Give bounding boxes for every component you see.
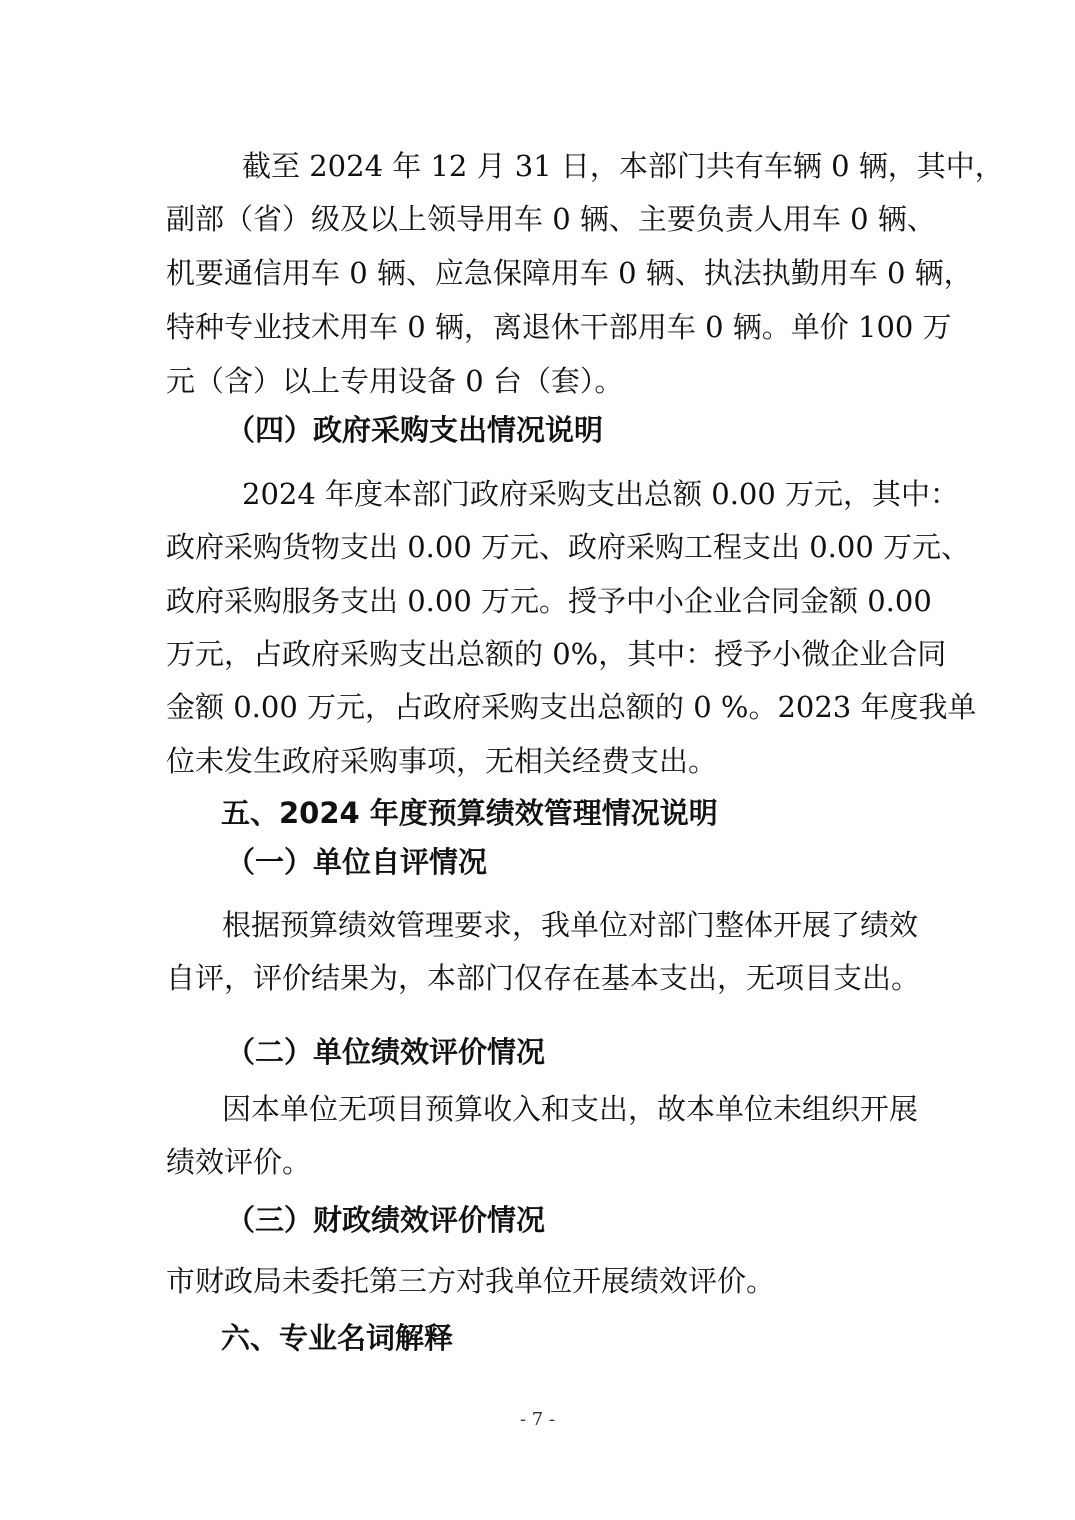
paragraph-line: 截至 2024 年 12 月 31 日，本部门共有车辆 0 辆，其中，: [242, 149, 1004, 183]
paragraph-line: 自评，评价结果为，本部门仅存在基本支出，无项目支出。: [166, 961, 921, 995]
page-number: - 7 -: [519, 1409, 556, 1430]
heading-self-eval: （一）单位自评情况: [226, 845, 488, 879]
paragraph-line: 政府采购货物支出 0.00 万元、政府采购工程支出 0.00 万元、: [166, 530, 971, 564]
paragraph-line: 市财政局未委托第三方对我单位开展绩效评价。: [166, 1264, 776, 1298]
paragraph-line: 绩效评价。: [166, 1145, 312, 1179]
heading-finance-eval: （三）财政绩效评价情况: [226, 1203, 546, 1237]
paragraph-line: 金额 0.00 万元，占政府采购支出总额的 0 %。2023 年度我单: [166, 690, 977, 724]
paragraph-line: 元（含）以上专用设备 0 台（套）。: [166, 364, 624, 398]
paragraph-line: 根据预算绩效管理要求，我单位对部门整体开展了绩效: [222, 908, 919, 942]
heading-procurement: （四）政府采购支出情况说明: [226, 413, 604, 447]
paragraph-line: 因本单位无项目预算收入和支出，故本单位未组织开展: [222, 1092, 919, 1126]
paragraph-line: 副部（省）级及以上领导用车 0 辆、主要负责人用车 0 辆、: [166, 202, 936, 236]
paragraph-line: 机要通信用车 0 辆、应急保障用车 0 辆、执法执勤用车 0 辆，: [166, 256, 973, 290]
heading-section5: 五、2024 年度预算绩效管理情况说明: [221, 796, 718, 830]
paragraph-line: 政府采购服务支出 0.00 万元。授予中小企业合同金额 0.00: [166, 584, 932, 618]
heading-section6: 六、专业名词解释: [221, 1321, 454, 1355]
heading-unit-eval: （二）单位绩效评价情况: [226, 1035, 546, 1069]
paragraph-line: 位未发生政府采购事项，无相关经费支出。: [166, 744, 718, 778]
paragraph-line: 万元，占政府采购支出总额的 0%，其中：授予小微企业合同: [166, 637, 947, 671]
paragraph-line: 2024 年度本部门政府采购支出总额 0.00 万元，其中：: [242, 477, 960, 511]
paragraph-line: 特种专业技术用车 0 辆，离退休干部用车 0 辆。单价 100 万: [166, 310, 952, 344]
